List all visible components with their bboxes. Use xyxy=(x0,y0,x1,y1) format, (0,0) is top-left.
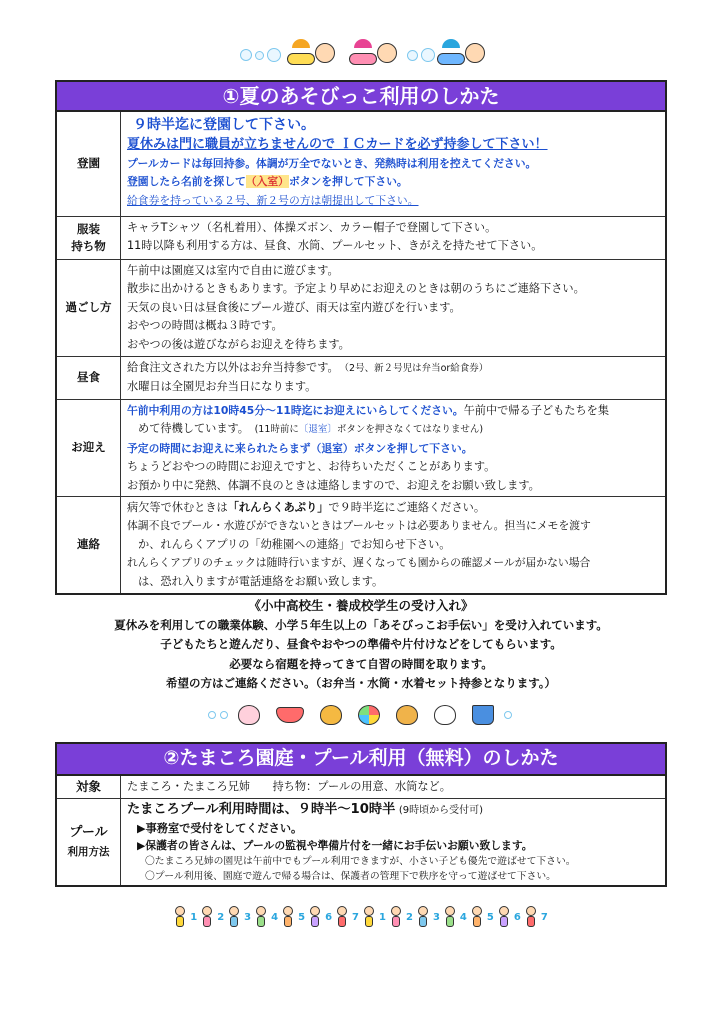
cat-icon xyxy=(434,705,456,725)
bubble-icon xyxy=(208,711,216,719)
step-number: 3 xyxy=(244,911,252,923)
row-arrival xyxy=(57,112,665,217)
exit-note-2: ボタンを押さなくてはなりません) xyxy=(336,424,484,436)
text-line xyxy=(127,359,659,378)
swimming-child-icon xyxy=(353,43,397,67)
row-pool-usage xyxy=(57,799,665,885)
section-title: ②たまころ園庭・プール利用（無料）のしかた xyxy=(57,744,665,776)
pool-guide-section xyxy=(55,742,667,887)
child-exercise-icon xyxy=(363,906,375,928)
row-lunch xyxy=(57,357,665,400)
footer-decoration xyxy=(95,900,629,934)
row-pickup xyxy=(57,400,665,497)
bubble-icon xyxy=(220,711,228,719)
top-decoration xyxy=(200,38,524,72)
row-content: たまころ・たまころ兄姉 持ち物：プールの用意、水筒など。 xyxy=(127,780,451,793)
ic-card-notice: 夏休みは門に職員が立ちませんので ＩＣカードを必ず持参して下さい！ xyxy=(127,137,548,152)
child-exercise-icon xyxy=(471,906,483,928)
absence-text-2: で９時半迄にご連絡ください。 xyxy=(328,501,486,514)
child-exercise-icon xyxy=(525,906,537,928)
step-number: 3 xyxy=(432,911,440,923)
morning-pickup-text: 午前中で帰る子どもたちを集 xyxy=(463,404,610,417)
row-label xyxy=(57,217,121,259)
bubble-icon xyxy=(255,51,264,60)
row-content xyxy=(121,357,665,399)
bubble-icon xyxy=(421,48,435,62)
text-line: ▶事務室で受付をしてください。 xyxy=(137,822,303,836)
row-content xyxy=(121,497,665,593)
exit-button-notice: 予定の時間にお迎えに来られたらまず（退室）ボタンを押して下さい。 xyxy=(127,441,473,455)
text-line: は、恐れ入りますが電話連絡をお願い致します。 xyxy=(138,574,384,588)
step-number: 4 xyxy=(459,911,467,923)
student-heading: 《小中高校生・養成校学生の受け入れ》 xyxy=(248,598,474,613)
text-line: れんらくアプリのチェックは随時行いますが、遅くなっても園からの確認メールが届かない場合 xyxy=(127,556,591,570)
text-line xyxy=(127,420,659,439)
text-line: か、れんらくアプリの「幼稚園への連絡」でお知らせ下さい。 xyxy=(138,537,451,551)
animals-decoration xyxy=(150,697,570,733)
enter-button-label: （入室） xyxy=(245,175,289,189)
bubble-icon xyxy=(267,48,281,62)
enter-text-2: ボタンを押して下さい。 xyxy=(288,175,408,189)
text-line: 夏休みを利用しての職業体験、小学５年生以上の「あそびっこお手伝い」を受け入れています。 xyxy=(114,617,608,632)
app-name: 「れんらくあぷり」 xyxy=(227,501,329,514)
morning-pickup-notice: 午前中利用の方は10時45分～11時迄にお迎えにいらしてください。 xyxy=(127,404,464,417)
row-content xyxy=(121,217,665,259)
text-line xyxy=(127,402,659,420)
pool-time: たまころプール利用時間は、９時半～10時半 xyxy=(127,802,396,817)
row-label: お迎え xyxy=(57,400,121,496)
text-line: 天気の良い日は昼食後にプール遊び、雨天は室内遊びを行います。 xyxy=(127,300,461,314)
row-content xyxy=(121,400,665,496)
text-line: 午前中は園庭又は室内で自由に遊びます。 xyxy=(127,264,339,277)
child-exercise-icon xyxy=(309,906,321,928)
row-label: 登園 xyxy=(57,112,121,216)
text-line: ▶保護者の皆さんは、プールの監視や準備片付を一緒にお手伝いお願い致します。 xyxy=(137,839,533,853)
child-exercise-icon xyxy=(201,906,213,928)
text-line: おやつの時間は概ね３時です。 xyxy=(127,319,283,333)
text-line: 〇たまころ兄姉の園児は午前中でもプール利用できますが、小さい子ども優先で遊ばせて下さい。 xyxy=(145,856,576,868)
enter-button-notice xyxy=(127,173,659,191)
row-label xyxy=(57,799,121,885)
swimming-child-icon xyxy=(441,43,485,67)
pig-icon xyxy=(238,705,260,725)
row-label: 過ごし方 xyxy=(57,260,121,356)
step-number: 4 xyxy=(271,911,279,923)
row-content xyxy=(121,799,665,885)
bucket-icon xyxy=(472,705,494,725)
text-line: お預かり中に発熱、体調不良のときは連絡しますので、お迎えをお願い致します。 xyxy=(127,478,540,492)
student-acceptance-section xyxy=(55,596,667,694)
child-exercise-icon xyxy=(336,906,348,928)
step-number: 2 xyxy=(405,911,413,923)
step-number: 7 xyxy=(352,911,359,923)
pool-time-note: (9時頃から受付可) xyxy=(398,805,483,816)
text-line: 子どもたちと遊んだり、昼食やおやつの準備や片付けなどをしてもらいます。 xyxy=(160,637,562,651)
lunch-note: （2号、新２号児は弁当or給食券） xyxy=(344,363,489,374)
exit-button-label: 〔退室〕 xyxy=(298,424,337,436)
step-number: 2 xyxy=(217,911,225,923)
text-line xyxy=(127,499,659,517)
boat-icon xyxy=(276,707,304,723)
step-number: 6 xyxy=(325,911,333,923)
row-label: 昼食 xyxy=(57,357,121,399)
text-line: おやつの後は遊びながらお迎えを待ちます。 xyxy=(127,337,350,351)
step-number: 1 xyxy=(190,911,198,923)
row-label: 連絡 xyxy=(57,497,121,593)
usage-guide-section xyxy=(55,80,667,595)
row-target xyxy=(57,776,665,799)
ball-icon xyxy=(358,705,380,725)
arrival-time-text: ９時半迄に登園して下さい。 xyxy=(133,117,315,133)
bubble-icon xyxy=(504,711,512,719)
row-content xyxy=(121,260,665,356)
step-number: 5 xyxy=(486,911,494,923)
swimming-child-icon xyxy=(291,43,335,67)
absence-text-1: 病欠等で休むときは xyxy=(127,501,228,514)
enter-text-1: 登園したら名前を探して xyxy=(127,175,246,189)
text-line: 体調不良でプール・水遊びができないときはプールセットは必要ありません。担当にメモを渡す xyxy=(127,519,591,533)
bubble-icon xyxy=(407,50,418,61)
child-exercise-icon xyxy=(255,906,267,928)
waiting-text: めて待機しています。 xyxy=(138,422,244,436)
text-line: キャラTシャツ（名札着用）、体操ズボン、カラー帽子で登園して下さい。 xyxy=(127,221,497,234)
pool-card-notice: プールカードは毎回持参。体調が万全でないとき、発熱時は利用を控えてください。 xyxy=(127,157,537,170)
text-line: ちょうどおやつの時間にお迎えですと、お待ちいただくことがあります。 xyxy=(127,460,496,474)
row-label: 対象 xyxy=(57,776,121,798)
text-line: 希望の方はご連絡ください。（お弁当・水筒・水着セット持参となります。） xyxy=(165,676,557,690)
section-title: ①夏のあそびっこ利用のしかた xyxy=(57,82,665,112)
child-exercise-icon xyxy=(228,906,240,928)
text-line: 水曜日は全園児お弁当日になります。 xyxy=(127,380,317,394)
label-line: 持ち物 xyxy=(71,239,106,253)
lion-icon xyxy=(320,705,342,725)
label-line: 利用方法 xyxy=(67,845,110,858)
dog-icon xyxy=(396,705,418,725)
row-clothing xyxy=(57,217,665,260)
meal-ticket-notice: 給食券を持っている２号、新２号の方は朝提出して下さい。 xyxy=(127,193,419,207)
lunch-text: 給食注文された方以外はお弁当持参です。 xyxy=(127,361,334,374)
text-line: 必要なら宿題を持ってきて自習の時間を取ります。 xyxy=(229,656,493,671)
step-number: 1 xyxy=(379,911,386,923)
step-number: 7 xyxy=(540,911,548,923)
row-content xyxy=(121,112,665,216)
row-daily-schedule xyxy=(57,260,665,357)
label-line: 服装 xyxy=(77,221,100,236)
step-number: 6 xyxy=(513,911,521,923)
label-line: プール xyxy=(69,825,108,841)
child-exercise-icon xyxy=(174,906,186,928)
step-number: 5 xyxy=(298,911,306,923)
child-exercise-icon xyxy=(390,906,402,928)
child-exercise-icon xyxy=(282,906,294,928)
text-line: 〇プール利用後、園庭で遊んで帰る場合は、保護者の管理下で秩序を守って遊ばせて下さい。 xyxy=(145,871,556,883)
child-exercise-icon xyxy=(417,906,429,928)
text-line: 11時以降も利用する方は、昼食、水筒、プールセット、きがえを持たせて下さい。 xyxy=(127,239,543,253)
bubble-icon xyxy=(240,49,252,61)
exit-note-1: (11時前に xyxy=(254,424,299,436)
row-contact xyxy=(57,497,665,593)
child-exercise-icon xyxy=(498,906,510,928)
text-line: 散歩に出かけるときもあります。予定より早めにお迎えのときは朝のうちにご連絡下さい。 xyxy=(127,282,585,296)
pool-time-line xyxy=(127,801,659,820)
child-exercise-icon xyxy=(444,906,456,928)
